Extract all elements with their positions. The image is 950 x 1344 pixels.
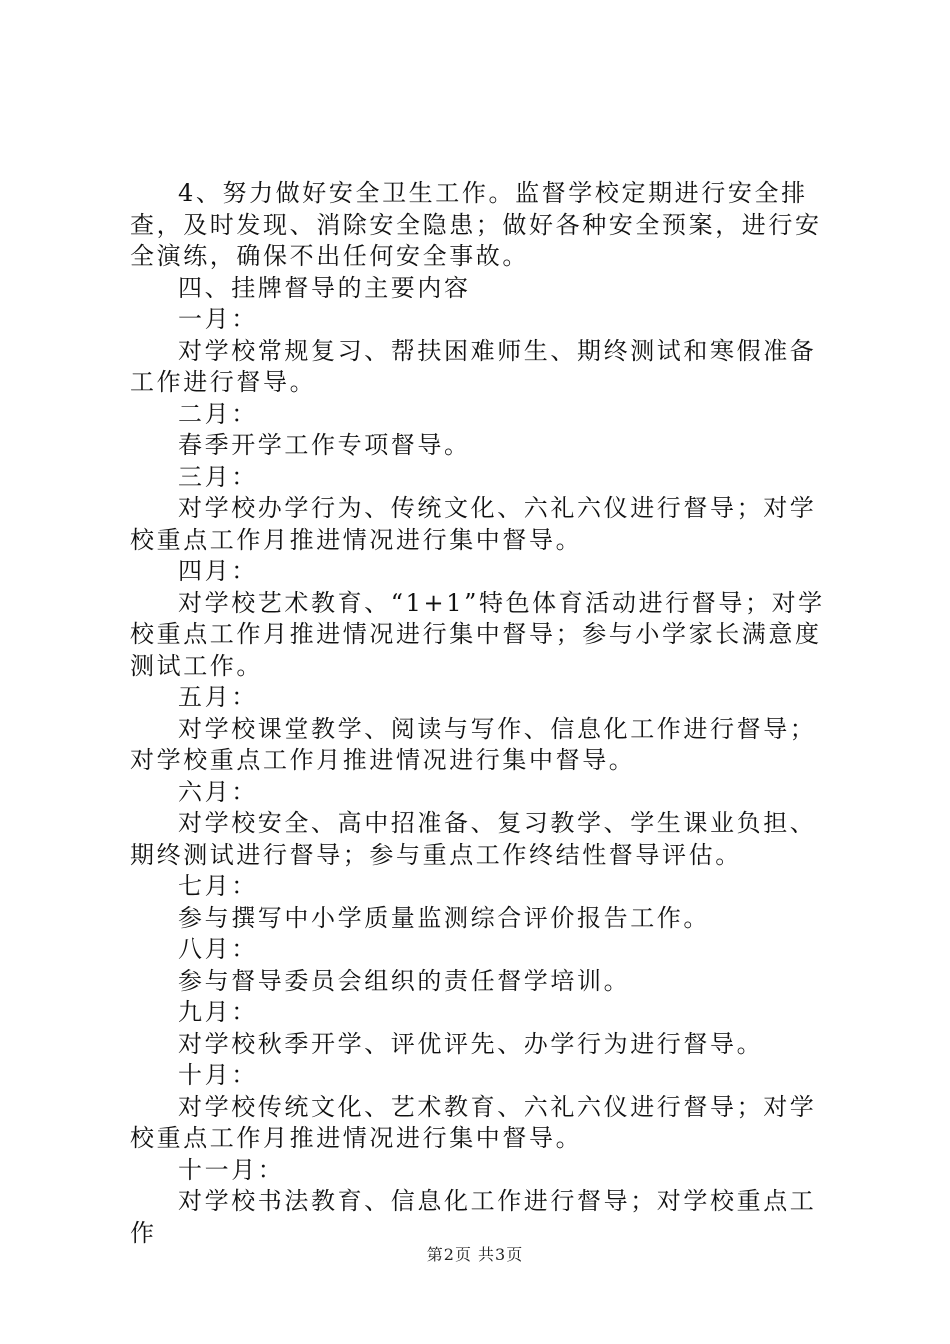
section-heading: 四、挂牌督导的主要内容	[178, 273, 471, 302]
month-heading-march: 三月：	[178, 462, 258, 491]
month-content-march: 对学校办学行为、传统文化、六礼六仪进行督导；对学校重点工作月推进情况进行集中督导。	[130, 494, 817, 554]
month-heading-april: 四月：	[178, 557, 258, 585]
month-heading-november: 十一月：	[178, 1155, 285, 1184]
month-content-july: 参与撰写中小学质量监测综合评价报告工作。	[178, 903, 710, 932]
month-content-september: 对学校秋季开学、评优评先、办学行为进行督导。	[178, 1029, 764, 1058]
month-heading-february: 二月：	[178, 399, 258, 428]
month-heading-july: 七月：	[178, 872, 258, 900]
month-heading-may: 五月：	[178, 683, 258, 711]
month-content-may: 对学校课堂教学、阅读与写作、信息化工作进行督导；对学校重点工作月推进情况进行集中督导。	[130, 714, 817, 774]
month-content-october: 对学校传统文化、艺术教育、六礼六仪进行督导；对学校重点工作月推进情况进行集中督导。	[130, 1092, 817, 1152]
month-heading-january: 一月：	[178, 305, 258, 333]
month-content-august: 参与督导委员会组织的责任督学培训。	[178, 966, 631, 995]
month-heading-october: 十月：	[178, 1061, 258, 1089]
month-heading-june: 六月：	[178, 777, 258, 806]
month-content-february: 春季开学工作专项督导。	[178, 431, 471, 459]
month-content-january: 对学校常规复习、帮扶困难师生、期终测试和寒假准备工作进行督导。	[130, 336, 817, 396]
month-content-april: 对学校艺术教育、“1+1”特色体育活动进行督导；对学校重点工作月推进情况进行集中督导；参与小学家长满意度测试工作。	[130, 588, 825, 680]
month-content-june: 对学校安全、高中招准备、复习教学、学生课业负担、期终测试进行督导；参与重点工作终结性督导评估。	[130, 809, 817, 869]
month-content-november: 对学校书法教育、信息化工作进行督导；对学校重点工作	[130, 1187, 817, 1247]
page-footer	[0, 1242, 950, 1265]
month-heading-august: 八月：	[178, 935, 258, 963]
paragraph-safety-work: 4、努力做好安全卫生工作。监督学校定期进行安全排查，及时发现、消除安全隐患；做好各种安全预案，进行安全演练，确保不出任何安全事故。	[130, 179, 822, 270]
month-heading-september: 九月：	[178, 998, 258, 1026]
document-body	[130, 178, 838, 1249]
page-number: 第2页 共3页	[426, 1245, 524, 1264]
